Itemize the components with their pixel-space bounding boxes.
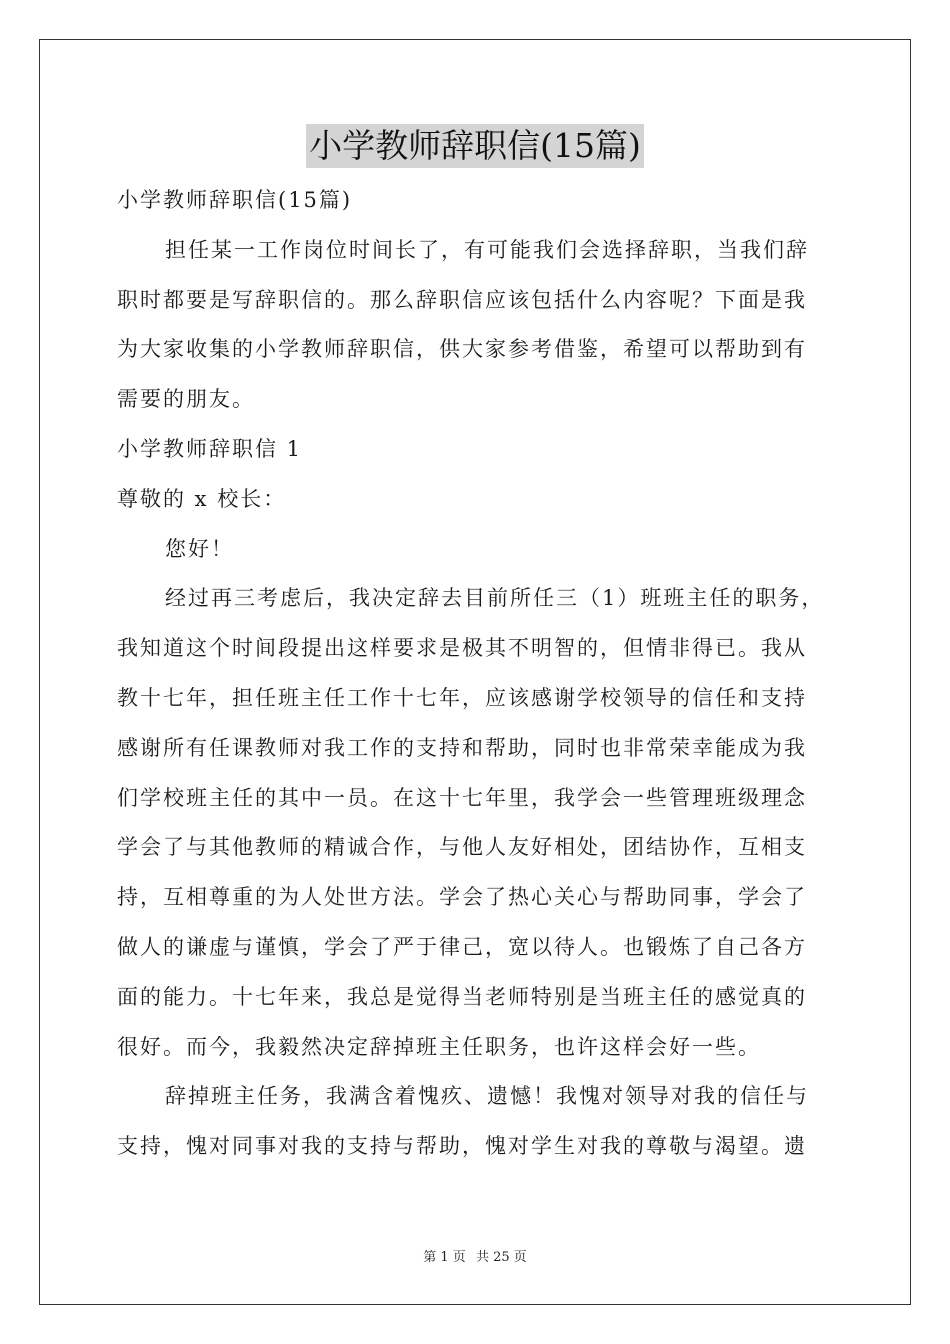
page-footer	[0, 1246, 950, 1265]
text-line: 经过再三考虑后，我决定辞去目前所任三（1）班班主任的职务，	[165, 586, 825, 611]
page-total: 共 25 页	[475, 1250, 527, 1265]
text-line: 感谢所有任课教师对我工作的支持和帮助，同时也非常荣幸能成为我	[117, 735, 807, 760]
title-area	[0, 124, 950, 168]
text-line: 担任某一工作岗位时间长了，有可能我们会选择辞职，当我们辞	[165, 237, 809, 262]
text-line: 做人的谦虚与谨慎，学会了严于律己，宽以待人。也锻炼了自己各方	[117, 934, 807, 959]
text-line: 需要的朋友。	[117, 387, 255, 412]
text-line: 为大家收集的小学教师辞职信，供大家参考借鉴，希望可以帮助到有	[117, 337, 807, 362]
text-line: 学会了与其他教师的精诚合作，与他人友好相处，团结协作，互相支	[117, 835, 807, 860]
text-line: 辞掉班主任务，我满含着愧疚、遗憾！我愧对领导对我的信任与	[165, 1084, 809, 1109]
text-line: 小学教师辞职信(15篇)	[117, 188, 353, 212]
document-body	[117, 176, 837, 1172]
page-number: 第 1 页	[423, 1250, 466, 1265]
text-line: 们学校班主任的其中一员。在这十七年里，我学会一些管理班级理念	[117, 785, 807, 810]
text-line: 小学教师辞职信 1	[117, 436, 303, 461]
text-line: 面的能力。十七年来，我总是觉得当老师特别是当班主任的感觉真的	[117, 984, 807, 1009]
text-line: 支持，愧对同事对我的支持与帮助，愧对学生对我的尊敬与渴望。遗	[117, 1134, 807, 1159]
text-line: 尊敬的 x 校长：	[117, 486, 287, 511]
text-line: 职时都要是写辞职信的。那么辞职信应该包括什么内容呢？下面是我	[117, 287, 807, 312]
text-line: 我知道这个时间段提出这样要求是极其不明智的，但情非得已。我从	[117, 636, 807, 661]
text-line: 教十七年，担任班主任工作十七年，应该感谢学校领导的信任和支持	[117, 685, 807, 710]
text-line: 很好。而今，我毅然决定辞掉班主任职务，也许这样会好一些。	[117, 1034, 761, 1059]
document-title: 小学教师辞职信(15篇)	[306, 124, 644, 168]
text-line: 您好！	[165, 536, 234, 561]
text-line: 持，互相尊重的为人处世方法。学会了热心关心与帮助同事，学会了	[117, 885, 807, 910]
